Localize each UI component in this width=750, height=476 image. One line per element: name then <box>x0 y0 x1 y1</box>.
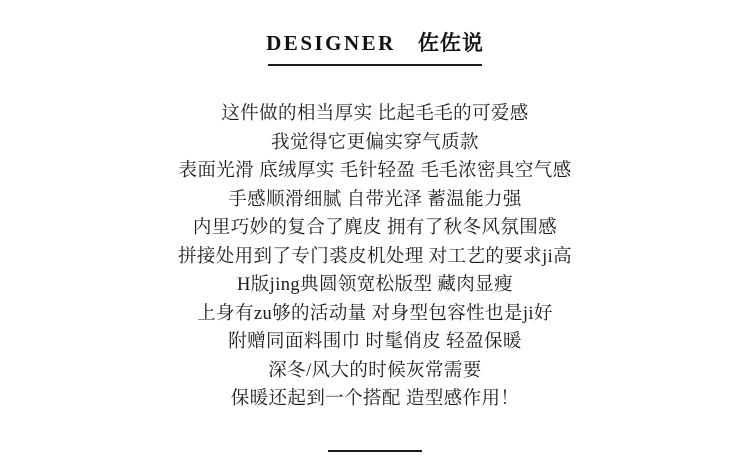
body-line: 上身有zu够的活动量 对身型包容性也是ji好 <box>197 303 553 324</box>
page-header <box>266 27 484 57</box>
body-line: 表面光滑 底绒厚实 毛针轻盈 毛毛浓密具空气感 <box>178 161 572 181</box>
footer-divider <box>328 450 422 452</box>
header-divider <box>268 64 482 66</box>
body-line: 内里巧妙的复合了麂皮 拥有了秋冬风氛围感 <box>192 218 558 238</box>
body-line: 手感顺滑细腻 自带光泽 蓄温能力强 <box>228 189 522 210</box>
header-title-en: DESIGNER <box>266 31 396 55</box>
body-text-block <box>0 100 750 414</box>
body-line: 这件做的相当厚实 比起毛毛的可爱感 <box>221 104 529 124</box>
header-title-cn: 佐佐说 <box>417 31 484 55</box>
body-line: 深冬/风大的时候灰常需要 <box>268 360 482 381</box>
body-line: 保暖还起到一个搭配 造型感作用！ <box>230 389 520 409</box>
body-line: 拼接处用到了专门裘皮机处理 对工艺的要求ji高 <box>177 246 573 267</box>
body-line: 附赠同面料围巾 时髦俏皮 轻盈保暖 <box>228 332 522 352</box>
body-line: 我觉得它更偏实穿气质款 <box>271 132 479 153</box>
body-line: H版jing典圆领宽松版型 藏肉显瘦 <box>237 275 513 295</box>
